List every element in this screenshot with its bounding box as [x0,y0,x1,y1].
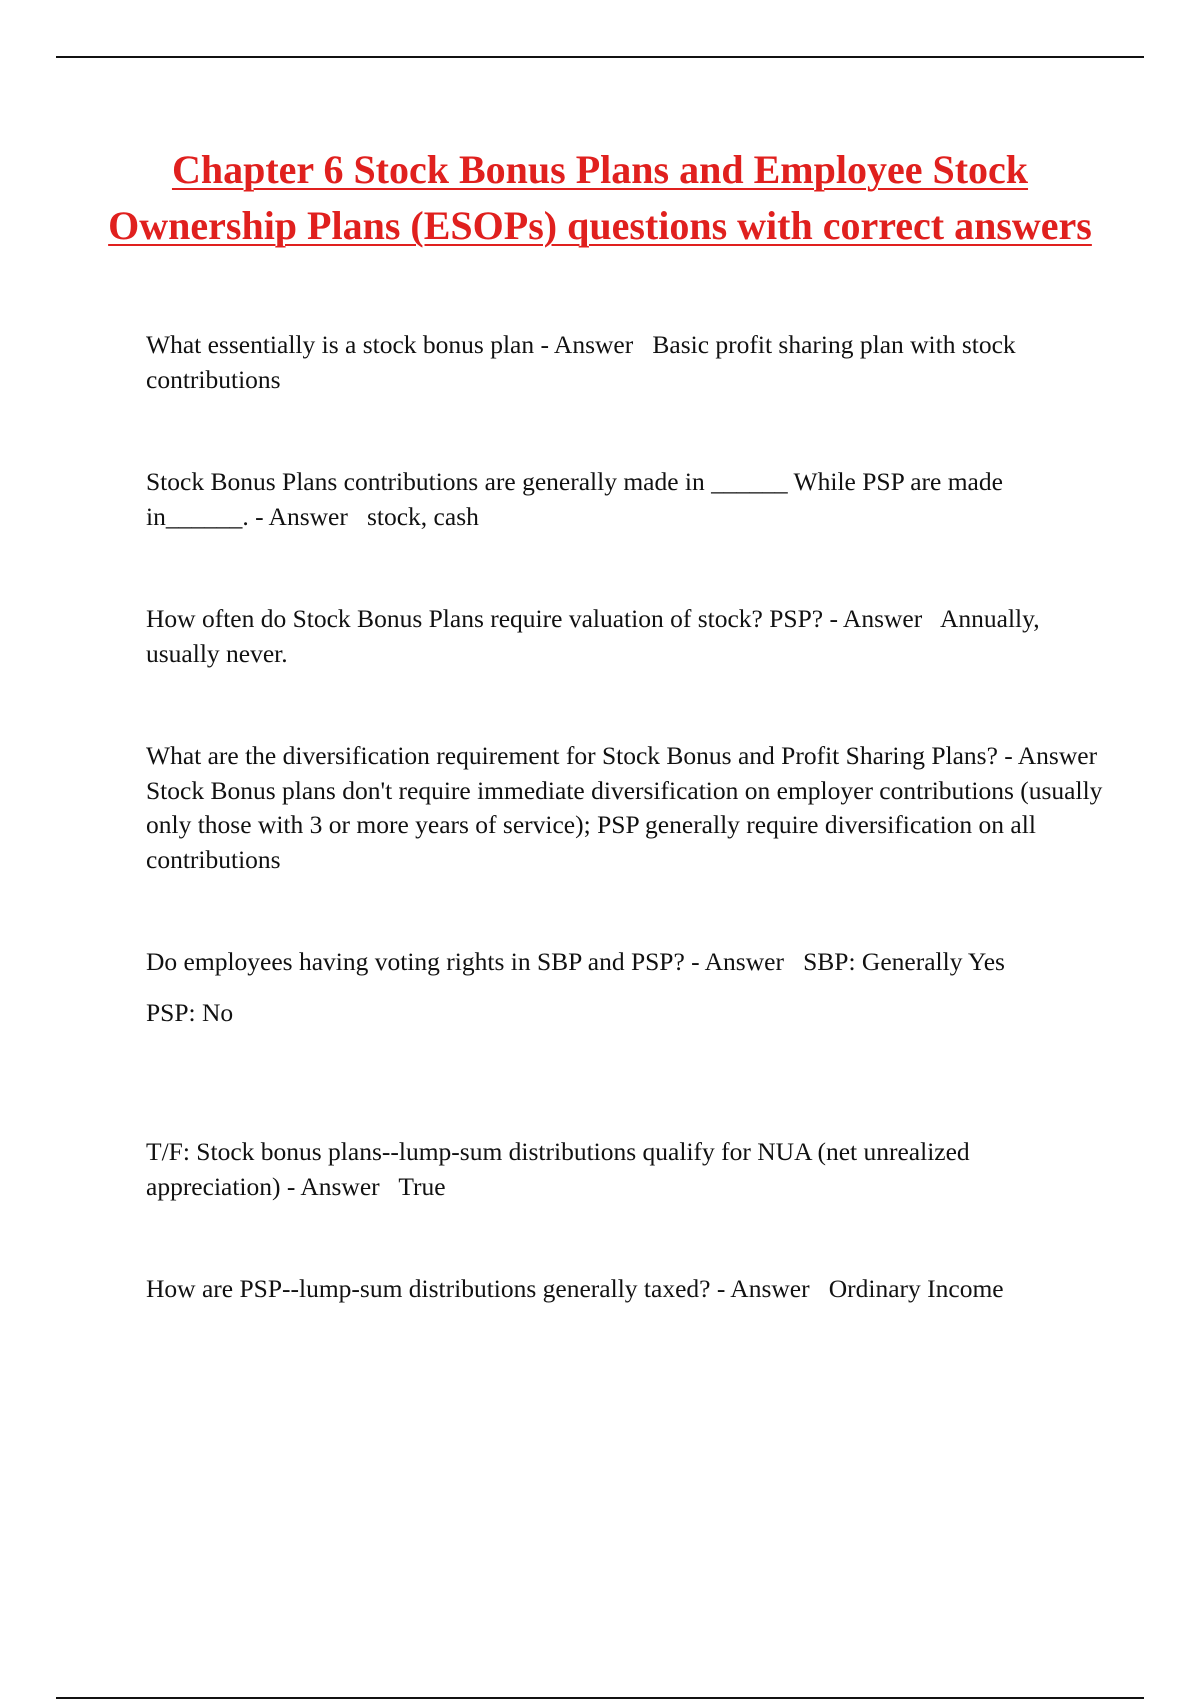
qa-item-7 [146,1272,1106,1307]
qa-text: How are PSP--lump-sum distributions generally taxed? - Answer Ordinary Income [146,1274,1004,1303]
top-rule [56,56,1144,58]
qa-text: What essentially is a stock bonus plan - Answer Basic profit sharing plan with stock contributions [146,330,1023,394]
qa-text: T/F: Stock bonus plans--lump-sum distributions qualify for NUA (net unrealized appreciation) - Answer True [146,1137,977,1201]
qa-text: Stock Bonus Plans contributions are generally made in ______ While PSP are made in______. - Answer stock, cash [146,467,1010,531]
bottom-rule [56,1697,1144,1699]
qa-text: Do employees having voting rights in SBP and PSP? - Answer SBP: Generally Yes [146,947,1005,976]
qa-item-1 [146,328,1106,397]
qa-extra-text: PSP: No [146,997,234,1027]
qa-item-5 [146,945,1106,1030]
qa-item-4 [146,739,1117,877]
qa-item-2 [146,465,1106,534]
qa-item-6 [146,1135,1106,1204]
qa-text: What are the diversification requirement for Stock Bonus and Profit Sharing Plans? - Answer Stock Bonus plans don't require immediate diversification on employer contributions (usually only those with 3 or more years of service); PSP generally require diversification on all contributions [146,741,1117,874]
qa-item-3 [146,602,1106,671]
document-title: Chapter 6 Stock Bonus Plans and Employee Stock Ownership Plans (ESOPs) questions with correct answers [108,147,1092,248]
qa-text: How often do Stock Bonus Plans require valuation of stock? PSP? - Answer Annually, usually never. [146,604,1046,668]
